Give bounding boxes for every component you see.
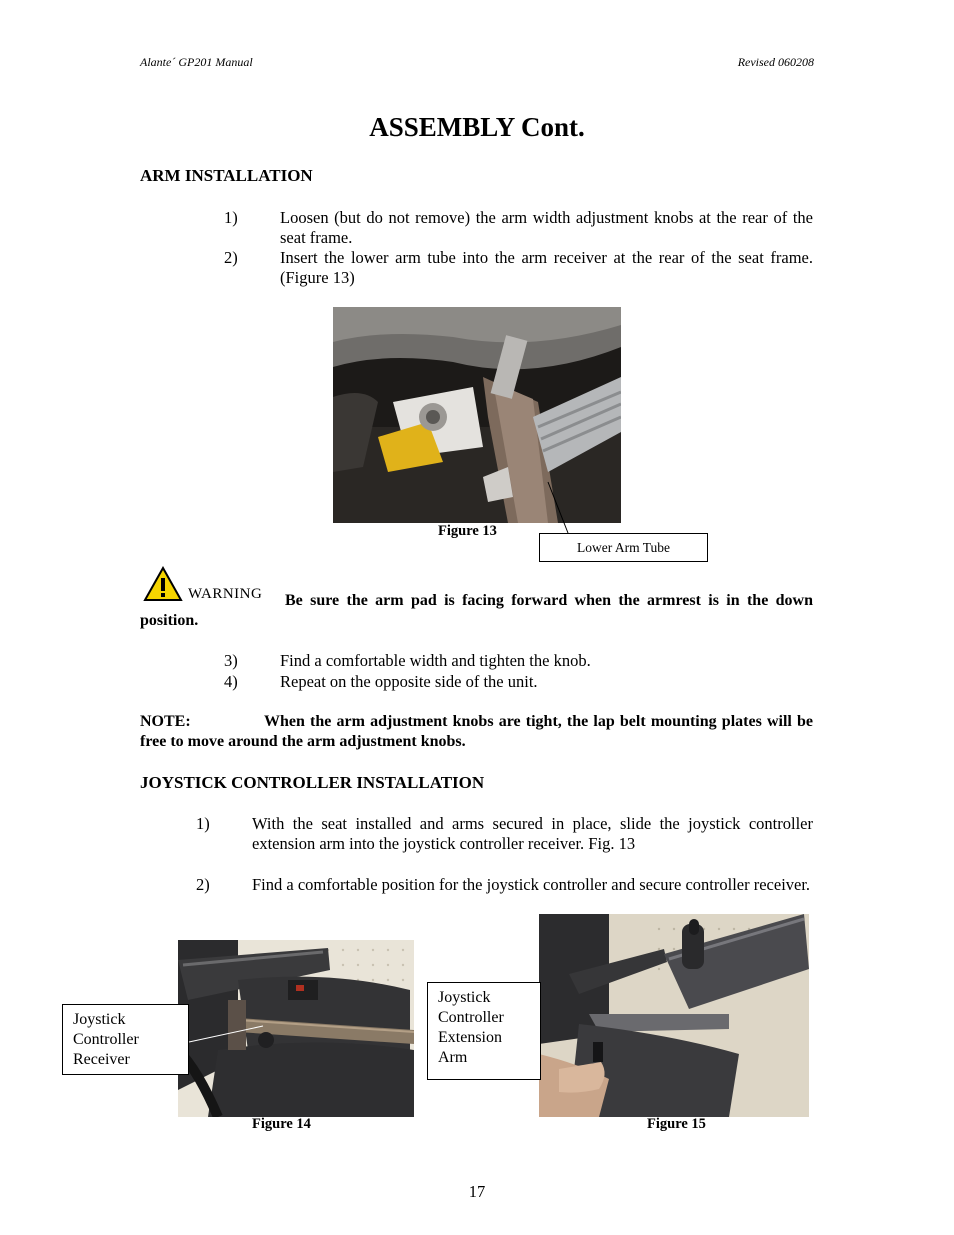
step-text: With the seat installed and arms secured in place, slide the joystick controller extension arm into the joystick controller receiver. Fig. 13 <box>252 814 813 853</box>
figure-13-caption: Figure 13 <box>438 523 497 539</box>
figure-15-caption: Figure 15 <box>647 1116 706 1132</box>
step-text: Find a comfortable width and tighten the knob. <box>280 651 591 670</box>
header-manual-title: Alante´ GP201 Manual <box>140 55 253 69</box>
figure-14-caption: Figure 14 <box>252 1116 311 1132</box>
section-heading-joystick: JOYSTICK CONTROLLER INSTALLATION <box>140 773 485 792</box>
callout-joystick-controller-receiver: Joystick Controller Receiver <box>62 1004 189 1075</box>
figure-15-photo <box>539 914 809 1117</box>
step-number: 2) <box>224 248 238 267</box>
note-text: When the arm adjustment knobs are tight, the lap belt mounting plates will be free to move around the arm adjustment knobs. <box>140 713 813 750</box>
section-heading-arm-installation: ARM INSTALLATION <box>140 166 313 185</box>
step-text: Find a comfortable position for the joystick controller and secure controller receiver. <box>252 875 811 894</box>
callout-joystick-controller-extension-arm: Joystick Controller Extension Arm <box>427 982 541 1080</box>
step-number: 3) <box>224 651 238 670</box>
callout-lower-arm-tube: Lower Arm Tube <box>539 533 708 562</box>
page-number: 17 <box>468 1182 486 1201</box>
warning-text: Be sure the arm pad is facing forward when the armrest is in the down position. <box>140 592 813 629</box>
callout-leader-line <box>540 480 580 540</box>
step-text: Repeat on the opposite side of the unit. <box>280 672 538 691</box>
step-text: Loosen (but do not remove) the arm width adjustment knobs at the rear of the seat frame. <box>280 208 813 247</box>
page-title: ASSEMBLY Cont. <box>369 112 585 142</box>
step-number: 1) <box>196 814 210 833</box>
step-text: Insert the lower arm tube into the arm receiver at the rear of the seat frame. (Figure 13) <box>280 248 813 287</box>
callout-leader-line <box>188 1020 268 1050</box>
note-label: NOTE: <box>140 713 191 730</box>
warning-word: WARNING <box>188 586 263 602</box>
step-number: 2) <box>196 875 210 894</box>
step-number: 4) <box>224 672 238 691</box>
step-number: 1) <box>224 208 238 227</box>
header-revision: Revised 060208 <box>737 55 814 69</box>
